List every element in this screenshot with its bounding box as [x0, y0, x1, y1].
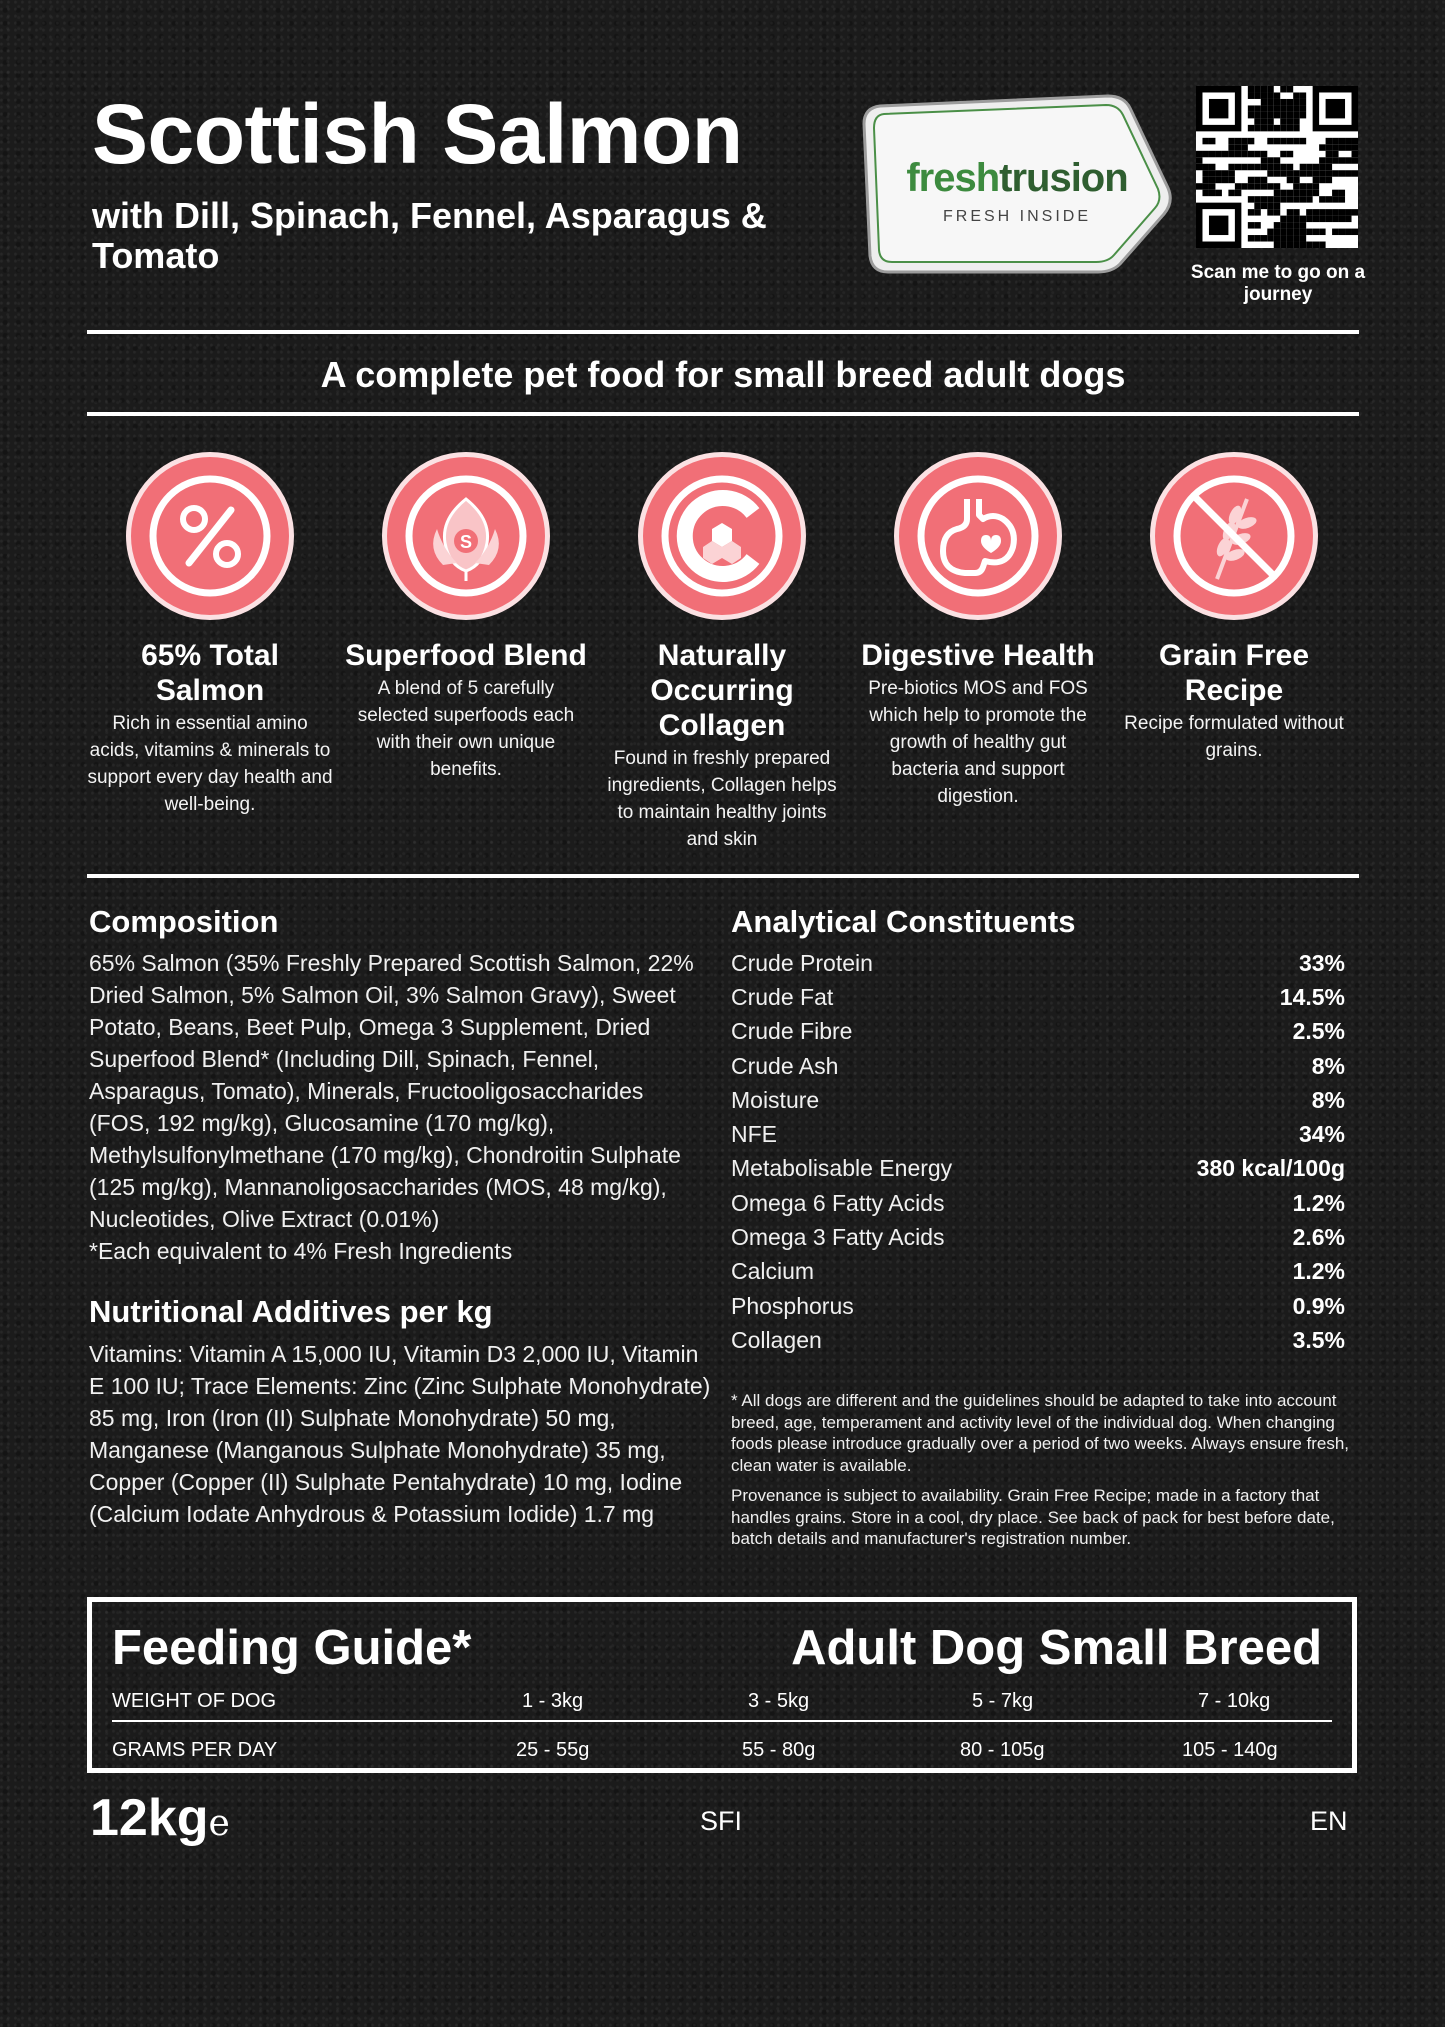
additives-heading: Nutritional Additives per kg	[89, 1294, 493, 1329]
qr-caption: Scan me to go on a journey	[1190, 262, 1366, 305]
estimated-mark: e	[208, 1803, 230, 1844]
composition-heading: Composition	[89, 904, 279, 939]
constituent-value: 8%	[1311, 1086, 1345, 1113]
analytical-row	[731, 1015, 1345, 1049]
feeding-guide-box	[87, 1597, 1357, 1773]
feature-total-salmon	[87, 452, 333, 818]
percent-icon	[126, 452, 294, 620]
grams-cell: 80 - 105g	[960, 1739, 1045, 1761]
analytical-row	[731, 1323, 1345, 1357]
constituent-name: NFE	[731, 1121, 777, 1148]
sfi-label: SFI	[700, 1806, 743, 1836]
weight-label: WEIGHT OF DOG	[112, 1690, 277, 1712]
analytical-table	[731, 946, 1345, 1358]
constituent-value: 3.5%	[1292, 1326, 1345, 1353]
logo-wordmark: freshtrusion	[906, 156, 1128, 200]
analytical-row	[731, 1117, 1345, 1151]
constituent-name: Omega 3 Fatty Acids	[731, 1224, 945, 1251]
constituent-value: 2.6%	[1292, 1224, 1345, 1251]
logo-tagline: FRESH INSIDE	[942, 208, 1091, 225]
grain-free-icon	[1150, 452, 1318, 620]
svg-text:S: S	[459, 532, 473, 552]
constituent-name: Moisture	[731, 1086, 820, 1113]
feature-collagen	[599, 452, 845, 853]
provenance-note: Provenance is subject to availability. Grain Free Recipe; made in a factory that handles grains. Store in a cool, dry place. See back of pack for best before date, batch details and manufacturer's registration number.	[731, 1486, 1335, 1548]
constituent-value: 0.9%	[1292, 1292, 1345, 1319]
composition-text: 65% Salmon (35% Freshly Prepared Scottish Salmon, 22% Dried Salmon, 5% Salmon Oil, 3% Salmon Gravy), Sweet Potato, Beans, Beet Pulp, Omega 3 Supplement, Dried Superfood Blend* (Including Dill, Spinach, Fennel, Asparagus, Tomato), Minerals, Fructooligosaccharides (FOS, 192 mg/kg), Glucosamine (170 mg/kg), Methylsulfonylmethane (170 mg/kg), Chondroitin Sulphate (125 mg/kg), Mannanoligosaccharides (MOS, 48 mg/kg), Nucleotides, Olive Extract (0.01%)	[89, 950, 694, 1232]
feature-title: 65% Total Salmon	[141, 639, 279, 707]
analytical-row	[731, 1152, 1345, 1186]
feature-desc: Pre-biotics MOS and FOS which help to promote the growth of healthy gut bacteria and support digestion.	[868, 678, 1088, 807]
divider	[87, 874, 1359, 878]
analytical-row	[731, 1255, 1345, 1289]
additives-text: Vitamins: Vitamin A 15,000 IU, Vitamin D3 2,000 IU, Vitamin E 100 IU; Trace Elements: Zinc (Zinc Sulphate Monohydrate) 85 mg, Iron (Iron (II) Sulphate Monohydrate) 50 mg, Manganese (Manganous Sulphate Monohydrate) 35 mg, Copper (Copper (II) Sulphate Pentahydrate) 10 mg, Iodine (Calcium Iodate Anhydrous & Potassium Iodide) 1.7 mg	[89, 1341, 711, 1527]
feature-title: Digestive Health	[861, 639, 1095, 672]
feeding-divider	[112, 1720, 1332, 1722]
feature-desc: Recipe formulated without grains.	[1124, 713, 1344, 761]
constituent-name: Crude Fibre	[731, 1018, 853, 1045]
constituent-value: 34%	[1298, 1121, 1345, 1148]
feature-title: Grain Free Recipe	[1158, 639, 1310, 707]
feeding-guide-title: Feeding Guide*	[112, 1621, 472, 1675]
feature-desc: Rich in essential amino acids, vitamins & minerals to support every day health and well-being.	[87, 713, 333, 815]
weight-cell: 7 - 10kg	[1198, 1690, 1271, 1712]
constituent-value: 2.5%	[1292, 1018, 1345, 1045]
analytical-row	[731, 1049, 1345, 1083]
analytical-heading: Analytical Constituents	[731, 904, 1076, 939]
net-weight: 12kge	[90, 1789, 230, 1847]
product-title: Scottish Salmon	[92, 87, 743, 181]
feature-digestive-health	[855, 452, 1101, 810]
constituent-name: Phosphorus	[731, 1292, 854, 1319]
constituent-value: 33%	[1298, 949, 1345, 976]
constituent-name: Omega 6 Fatty Acids	[731, 1189, 945, 1216]
stomach-icon	[894, 452, 1062, 620]
analytical-row	[731, 980, 1345, 1014]
feature-desc: A blend of 5 carefully selected superfoods each with their own unique benefits.	[357, 678, 575, 780]
analytical-row	[731, 946, 1345, 980]
feature-title: Superfood Blend	[345, 639, 587, 672]
feature-desc: Found in freshly prepared ingredients, Collagen helps to maintain healthy joints and skin	[607, 748, 837, 850]
product-subtitle: with Dill, Spinach, Fennel, Asparagus & Tomato	[92, 195, 767, 276]
weight-cell: 1 - 3kg	[522, 1690, 584, 1712]
weight-cell: 5 - 7kg	[972, 1690, 1034, 1712]
divider	[87, 330, 1359, 334]
grams-label: GRAMS PER DAY	[112, 1739, 278, 1761]
feeding-guide-subtitle: Adult Dog Small Breed	[791, 1621, 1322, 1675]
constituent-value: 380 kcal/100g	[1196, 1155, 1345, 1182]
analytical-row	[731, 1220, 1345, 1254]
grams-cell: 25 - 55g	[516, 1739, 590, 1761]
weight-cell: 3 - 5kg	[748, 1690, 810, 1712]
leaf-icon	[382, 452, 550, 620]
analytical-row	[731, 1083, 1345, 1117]
composition-footnote: *Each equivalent to 4% Fresh Ingredients	[89, 1238, 513, 1264]
constituent-name: Crude Protein	[731, 949, 873, 976]
analytical-row	[731, 1289, 1345, 1323]
constituent-name: Metabolisable Energy	[731, 1155, 953, 1182]
constituent-name: Collagen	[731, 1326, 822, 1353]
constituent-value: 14.5%	[1279, 983, 1345, 1010]
feature-title: Naturally Occurring Collagen	[650, 639, 794, 742]
feeding-note: * All dogs are different and the guidelines should be adapted to take into account breed, age, temperament and activity level of the individual dog. When changing foods please introduce gradually over a period of two weeks. Always ensure fresh, clean water is available.	[731, 1391, 1350, 1475]
divider	[87, 412, 1359, 416]
analytical-row	[731, 1186, 1345, 1220]
grams-cell: 105 - 140g	[1182, 1739, 1278, 1761]
language-code: EN	[1310, 1806, 1348, 1836]
constituent-name: Calcium	[731, 1258, 815, 1285]
freshtrusion-logo	[858, 88, 1176, 278]
grams-row	[112, 1731, 1332, 1771]
grams-cell: 55 - 80g	[742, 1739, 816, 1761]
collagen-icon	[638, 452, 806, 620]
constituent-value: 1.2%	[1292, 1258, 1345, 1285]
feature-grain-free	[1111, 452, 1357, 764]
qr-code[interactable]	[1196, 86, 1358, 248]
weight-row	[112, 1682, 1332, 1722]
constituent-value: 1.2%	[1292, 1189, 1345, 1216]
constituent-name: Crude Fat	[731, 983, 834, 1010]
constituent-name: Crude Ash	[731, 1052, 839, 1079]
qr-code-image	[1196, 86, 1358, 248]
constituent-value: 8%	[1311, 1052, 1345, 1079]
feature-superfood-blend	[343, 452, 589, 783]
product-tagline: A complete pet food for small breed adult dogs	[320, 354, 1126, 395]
